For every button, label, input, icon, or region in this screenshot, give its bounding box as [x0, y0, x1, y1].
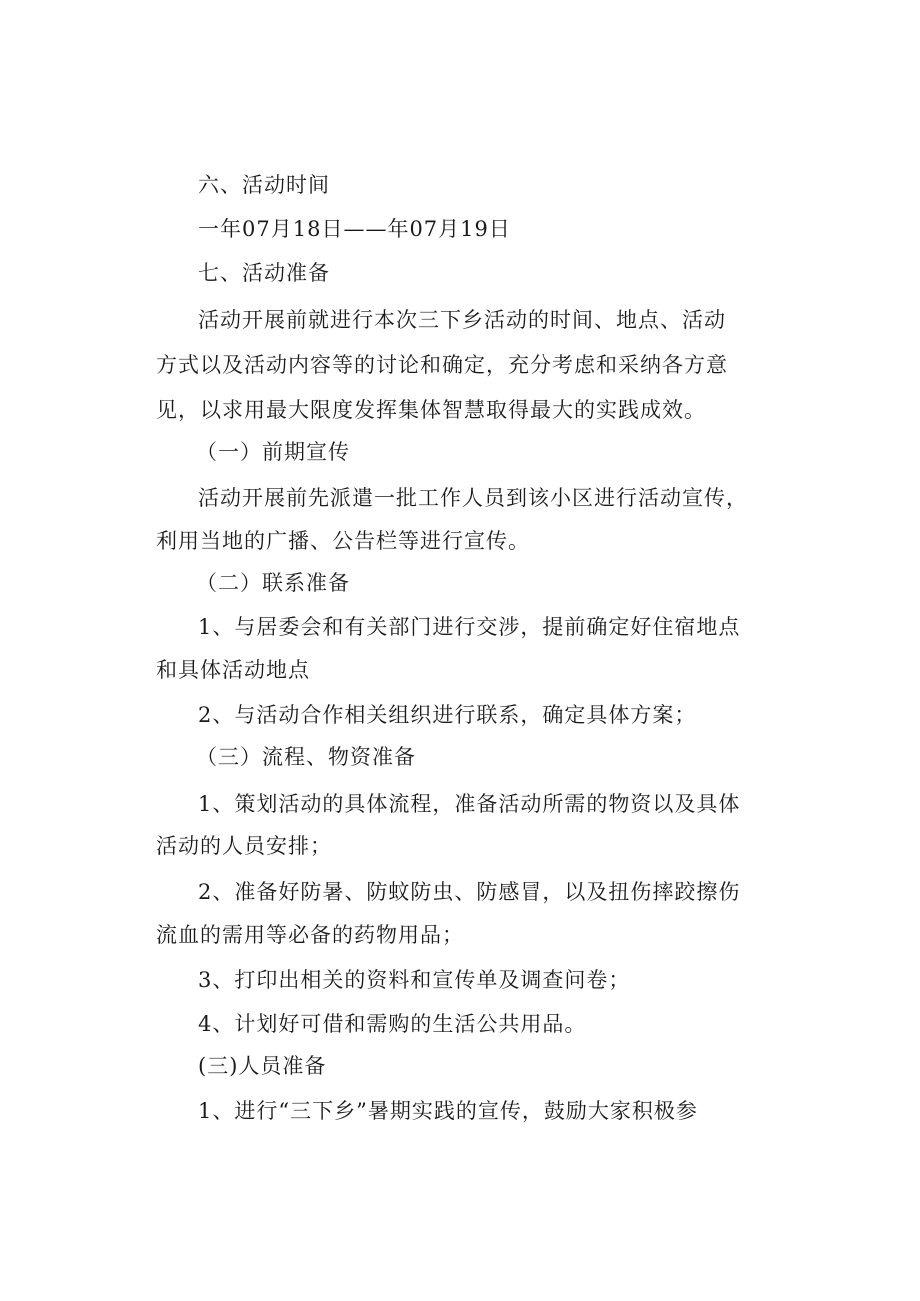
paragraph-line: 见，以求用最大限度发挥集体智慧取得最大的实践成效。 — [156, 398, 706, 422]
paragraph-line: 活动开展前先派遣一批工作人员到该小区进行活动宣传， — [198, 486, 748, 510]
paragraph-line: 活动开展前就进行本次三下乡活动的时间、地点、活动 — [198, 308, 726, 332]
paragraph-line: 1、策划活动的具体流程，准备活动所需的物资以及具体 — [198, 792, 741, 816]
subsection-heading-process-materials: （三）流程、物资准备 — [196, 745, 416, 769]
subsection-heading-contact: （二）联系准备 — [196, 571, 350, 595]
paragraph-line: 4、计划好可借和需购的生活公共用品。 — [198, 1012, 587, 1036]
paragraph-line: 2、与活动合作相关组织进行联系，确定具体方案； — [198, 703, 697, 727]
activity-date-range: 一年07月18日——年07月19日 — [198, 217, 511, 241]
paragraph-line: 活动的人员安排； — [156, 834, 332, 858]
paragraph-line: 1、与居委会和有关部门进行交涉，提前确定好住宿地点 — [198, 615, 741, 639]
subsection-heading-publicity: （一）前期宣传 — [196, 440, 350, 464]
section-heading-activity-preparation: 七、活动准备 — [198, 261, 330, 285]
paragraph-line: 和具体活动地点 — [156, 658, 310, 682]
section-heading-activity-time: 六、活动时间 — [198, 173, 330, 197]
paragraph-line: 流血的需用等必备的药物用品； — [156, 923, 464, 947]
paragraph-line: 方式以及活动内容等的讨论和确定，充分考虑和采纳各方意 — [156, 353, 728, 377]
paragraph-line: 利用当地的广播、公告栏等进行宣传。 — [156, 529, 530, 553]
paragraph-line: 2、准备好防暑、防蚊防虫、防感冒，以及扭伤摔跤擦伤 — [198, 880, 741, 904]
subsection-heading-personnel: (三)人员准备 — [198, 1054, 327, 1078]
paragraph-line: 3、打印出相关的资料和宣传单及调查问卷； — [198, 968, 631, 992]
paragraph-line: 1、进行“三下乡”暑期实践的宣传，鼓励大家积极参 — [198, 1099, 698, 1123]
